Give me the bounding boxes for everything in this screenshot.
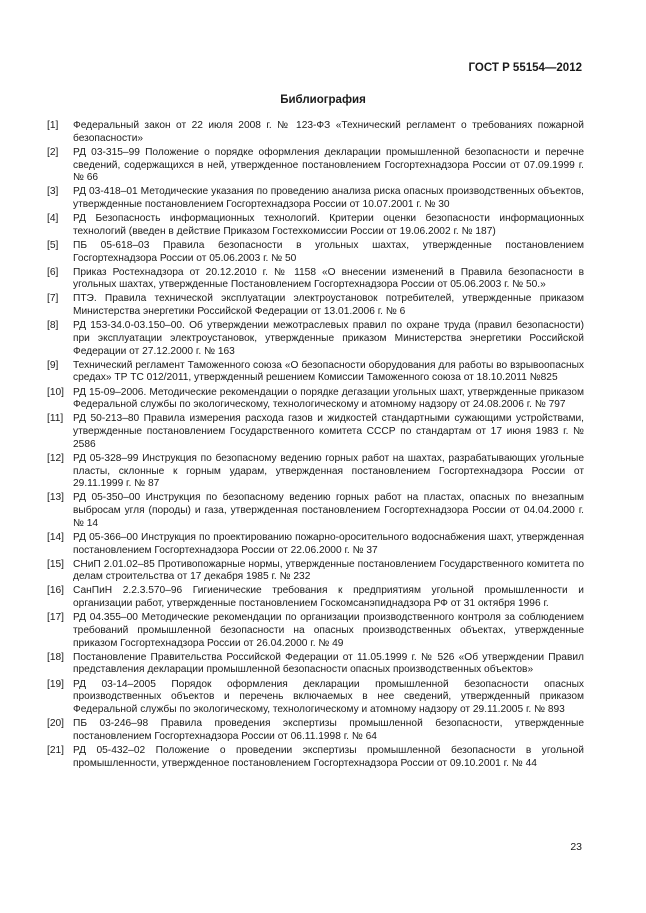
bibliography-entry — [47, 120, 584, 145]
entry-number: [12] — [47, 452, 64, 464]
bibliography-entry — [47, 585, 584, 610]
bibliography-entry — [47, 387, 584, 412]
entry-number: [8] — [47, 320, 59, 332]
entry-number: [16] — [47, 585, 64, 597]
bibliography-entry — [47, 745, 584, 770]
bibliography-entry — [47, 213, 584, 238]
bibliography-entry — [47, 652, 584, 677]
entry-number: [7] — [47, 293, 59, 305]
entry-text: РД 05-350–00 Инструкция по безопасному ведению горных работ на пластах, опасных по внезапным выбросам угля (породы) и газа, утвержденная постановлением Госгортехнадзора России от 04.04.2000 г. № 14 — [73, 492, 584, 529]
entry-text: ПТЭ. Правила технической эксплуатации электроустановок потребителей, утвержденные приказом Министерства энергетики Российской Федерации от 13.01.2006 г. № 6 — [73, 293, 584, 318]
bibliography-entry — [47, 532, 584, 557]
bibliography-entry — [47, 147, 584, 185]
document-code: ГОСТ Р 55154—2012 — [468, 62, 582, 74]
entry-text: Технический регламент Таможенного союза «О безопасности оборудования для работы во взрывоопасных средах» ТР ТС 012/2011, утвержденный решением Комиссии Таможенного союза от 18.10.2011 №825 — [73, 359, 584, 384]
entry-number: [13] — [47, 492, 64, 504]
entry-number: [17] — [47, 612, 64, 624]
bibliography-entry — [47, 240, 584, 265]
entry-number: [9] — [47, 359, 59, 371]
entry-text: РД 04.355–00 Методические рекомендации по организации производственного контроля за соблюдением требований промышленной безопасности на опасных производственных объектах, утвержденные приказом Госгортехнадзора России от 26.04.2000 г. № 49 — [73, 612, 584, 649]
entry-text: РД 05-432–02 Положение о проведении экспертизы промышленной безопасности в угольной промышленности, утвержденное постановлением Госгортехнадзора России от 09.10.2001 г. № 44 — [73, 744, 584, 769]
bibliography-list — [47, 120, 584, 772]
page-number: 23 — [570, 841, 582, 853]
entry-number: [21] — [47, 744, 64, 756]
entry-text: СанПиН 2.2.3.570–96 Гигиенические требования к предприятиям угольной промышленности и организации работ, утвержденные постановлением Госкомсанэпиднадзора РФ от 31 октября 1996 г. — [73, 585, 584, 610]
entry-text: РД 03-315–99 Положение о порядке оформления декларации промышленной безопасности и перечне сведений, содержащихся в ней, утвержденное постановлением Госгортехнадзора России от 07.09.1999 г. № 66 — [73, 146, 584, 184]
entry-text: Федеральный закон от 22 июля 2008 г. № 123-ФЗ «Технический регламент о требованиях пожарной безопасности» — [73, 120, 584, 144]
bibliography-entry — [47, 492, 584, 530]
entry-number: [4] — [47, 213, 59, 225]
bibliography-entry — [47, 293, 584, 318]
entry-number: [6] — [47, 266, 59, 278]
entry-text: Приказ Ростехнадзора от 20.12.2010 г. № 1158 «О внесении изменений в Правила безопасности в угольных шахтах, утвержденные Постановлением Госгортехнадзора России от 05.06.2003 г. № 50.» — [73, 266, 584, 291]
bibliography-entry — [47, 320, 584, 358]
entry-text: РД 153-34.0-03.150–00. Об утверждении межотраслевых правил по охране труда (правил безопасности) при эксплуатации электроустановок, утвержденные приказом Министерства энергетики Российской Федерации от 27.12.2000 г. № 163 — [73, 320, 584, 357]
bibliography-entry — [47, 559, 584, 584]
entry-number: [20] — [47, 718, 64, 730]
entry-text: РД 15-09–2006. Методические рекомендации о порядке дегазации угольных шахт, утвержденные приказом Федеральной службы по экологическому, технологическому и атомному надзору от 24.08.2006 г. № 797 — [73, 386, 584, 411]
entry-text: ПБ 05-618–03 Правила безопасности в угольных шахтах, утвержденные постановлением Госгортехнадзора России от 05.06.2003 г. № 50 — [73, 239, 584, 264]
entry-number: [1] — [47, 120, 59, 131]
bibliography-entry — [47, 267, 584, 292]
entry-number: [18] — [47, 651, 64, 663]
entry-number: [3] — [47, 186, 59, 198]
bibliography-entry — [47, 453, 584, 491]
entry-text: СНиП 2.01.02–85 Противопожарные нормы, утвержденные постановлением Государственного комитета по делам строительства от 17 декабря 1985 г. № 232 — [73, 558, 584, 583]
entry-number: [10] — [47, 386, 64, 398]
entry-text: РД Безопасность информационных технологий. Критерии оценки безопасности информационных технологий (введен в действие Приказом Гостехкомиссии России от 19.06.2002 г. № 187) — [73, 213, 584, 237]
entry-text: ПБ 03-246–98 Правила проведения экспертизы промышленной безопасности, утвержденные постановлением Госгортехнадзора России от 06.11.1998 г. № 64 — [73, 718, 584, 742]
entry-text: РД 50-213–80 Правила измерения расхода газов и жидкостей стандартными сужающими устройствами, утвержденные постановлением Государственного комитета СССР по стандартам от 17 июня 1983 г. № 2586 — [73, 413, 584, 450]
entry-number: [5] — [47, 239, 59, 251]
bibliography-entry — [47, 718, 584, 743]
bibliography-entry — [47, 186, 584, 211]
entry-number: [2] — [47, 146, 59, 158]
entry-text: РД 03-418–01 Методические указания по проведению анализа риска опасных производственных объектов, утвержденные постановлением Госгортехнадзора России от 10.07.2001 г. № 30 — [73, 186, 584, 210]
section-title: Библиография — [280, 94, 366, 106]
entry-text: Постановление Правительства Российской Федерации от 11.05.1999 г. № 526 «Об утверждении Правил представления декларации промышленной безопасности опасных производственных объектов» — [73, 651, 584, 676]
entry-number: [15] — [47, 558, 64, 570]
bibliography-entry — [47, 612, 584, 650]
entry-number: [19] — [47, 678, 64, 690]
entry-text: РД 05-328–99 Инструкция по безопасному ведению горных работ на шахтах, разрабатывающих угольные пласты, склонные к горным ударам, утвержденная постановлением Госгортехнадзора России от 29.11.1999 г. № 87 — [73, 452, 584, 490]
entry-number: [14] — [47, 531, 64, 543]
entry-number: [11] — [47, 413, 64, 425]
bibliography-entry — [47, 413, 584, 451]
entry-text: РД 03-14–2005 Порядок оформления декларации промышленной безопасности опасных производственных объектов и перечень включаемых в нее сведений, утвержденный приказом Федеральной службы по экологическому, технологическому и атомному надзору от 29.11.2005 г. № 893 — [73, 678, 584, 715]
bibliography-entry — [47, 679, 584, 717]
bibliography-entry — [47, 360, 584, 385]
entry-text: РД 05-366–00 Инструкция по проектированию пожарно-оросительного водоснабжения шахт, утвержденная постановлением Госгортехнадзора России от 22.06.2000 г. № 37 — [73, 531, 584, 556]
